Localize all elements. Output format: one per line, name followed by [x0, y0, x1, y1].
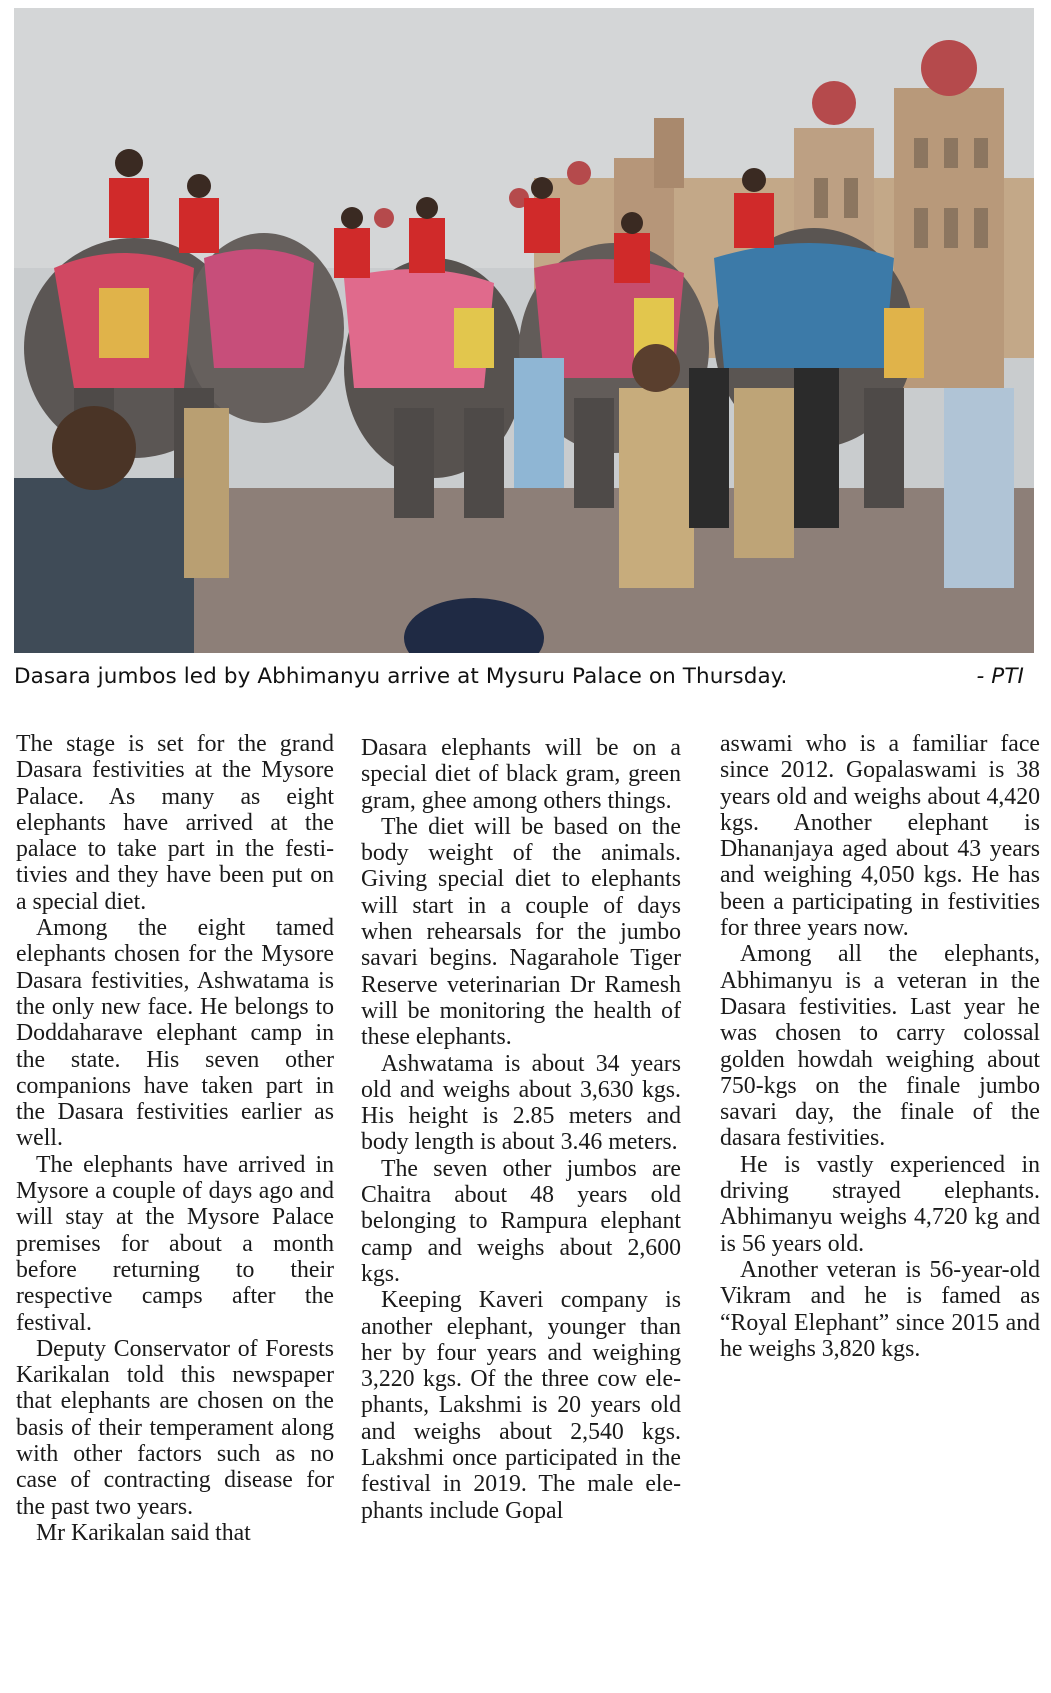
- paragraph: The seven other jumbos are Chaitra about 48 years old belonging to Rampura elephant camp and weighs about 2,600 kgs.: [361, 1155, 681, 1287]
- paragraph: Among the eight tamed elephants chosen for the Mysore Dasara festivities, Ashwatama is the only new face. He belongs to Doddaharave elephant camp in the state. His seven other companions have taken part in the Dasara festivities earlier as well.: [16, 915, 334, 1152]
- caption-credit: - PTI: [976, 664, 1024, 689]
- paragraph: Keeping Kaveri company is another elephant, younger than her by four years and weighing 3,220 kgs. Of the three cow elephants, Lakshmi is 20 years old and weighs about 2,540 kgs. Lakshmi once participated in the festival in 2019. The male elephants include Gopal: [361, 1287, 681, 1524]
- paragraph: The diet will be based on the body weight of the animals. Giving special diet to elephants will start in a couple of days when rehearsals for the jumbo savari begins. Nagarahole Tiger Reserve veterinarian Dr Ramesh will be monitoring the health of these elephants.: [361, 813, 681, 1051]
- paragraph: aswami who is a familiar face since 2012. Gopalaswami is 38 years old and weighs about 4,420 kgs. Another elephant is Dhananjaya aged about 43 years and weighing 4,050 kgs. He has been a participating in festivities for three years now.: [720, 731, 1040, 942]
- photo-caption: [14, 664, 1034, 696]
- news-photo: [14, 8, 1034, 653]
- paragraph: Dasara elephants will be on a special diet of black gram, green gram, ghee among others things.: [361, 735, 681, 814]
- article-column-2: [361, 735, 681, 1524]
- paragraph: Mr Karikalan said that: [36, 1519, 251, 1546]
- paragraph: Deputy Conservator of Forests Karikalan told this newspaper that elephants are chosen on the basis of their temperament along with other factors such as no case of contracting disease for the past two years.: [16, 1335, 334, 1520]
- paragraph: He is vastly experienced in driving strayed elephants. Abhimanyu weighs 4,720 kg and is 56 years old.: [720, 1151, 1040, 1257]
- paragraph: Another veteran is 56-year-old Vikram and he is famed as “Royal Elephant” since 2015 and he weighs 3,820 kgs.: [720, 1256, 1040, 1362]
- paragraph: The elephants have arrived in Mysore a couple of days ago and will stay at the Mysore Palace premises for about a month before returning to their respective camps after the festival.: [16, 1151, 334, 1336]
- article-column-3: [720, 731, 1040, 1362]
- paragraph: The stage is set for the grand Dasara festivities at the Mysore Palace. As many as eight elephants have arrived at the palace to take part in the festitivies and they have been put on a special diet.: [16, 731, 334, 915]
- article-column-1: [16, 731, 334, 1546]
- paragraph: Among all the elephants, Abhimanyu is a veteran in the Dasara festivities. Last year he was chosen to carry colossal golden howdah weighing about 750-kgs on the finale jumbo savari day, the finale of the dasara festivities.: [720, 941, 1040, 1152]
- elephant-procession-photo: [14, 8, 1034, 653]
- paragraph: Ashwatama is about 34 years old and weighs about 3,630 kgs. His height is 2.85 meters and body length is about 3.46 meters.: [361, 1050, 681, 1156]
- caption-text: Dasara jumbos led by Abhimanyu arrive at Mysuru Palace on Thursday.: [14, 664, 788, 689]
